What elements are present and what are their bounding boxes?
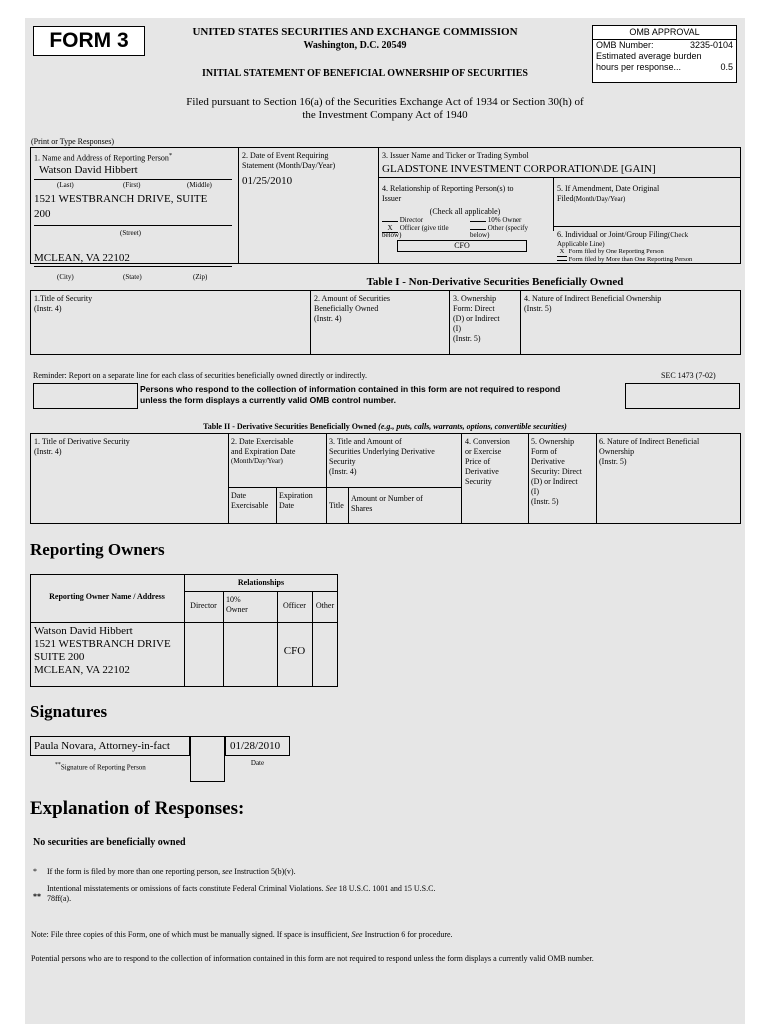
t2c3s2-l1: Amount or Number of — [351, 494, 423, 503]
owner-line-1: Watson David Hibbert — [34, 625, 133, 637]
table2-col5-header — [531, 437, 582, 507]
form-label: FORM 3 — [49, 29, 129, 52]
city-value: MCLEAN, VA 22102 — [34, 252, 130, 264]
form-title: INITIAL STATEMENT OF BENEFICIAL OWNERSHIP OF SECURITIES — [201, 68, 528, 79]
owner-line-2: 1521 WESTBRANCH DRIVE — [34, 638, 171, 650]
t2c2-l2: and Expiration Date — [231, 447, 296, 456]
filed-pursuant-line1: Filed pursuant to Section 16(a) of the Securities Exchange Act of 1934 or Section 30(h) of — [186, 96, 584, 108]
officer-title-value: CFO — [454, 241, 470, 250]
agency-name: UNITED STATES SECURITIES AND EXCHANGE COMMISSION — [192, 26, 518, 38]
t2c5-l6: (I) — [531, 487, 539, 496]
form-page — [25, 18, 745, 1024]
t2c1-l2: (Instr. 4) — [34, 447, 62, 456]
other-header: Other — [315, 601, 335, 610]
signature-date-value: 01/28/2010 — [230, 740, 281, 752]
owner-officer-value: CFO — [283, 645, 306, 657]
box2-label-1: 2. Date of Event Requiring — [242, 151, 329, 160]
street-value-1: 1521 WESTBRANCH DRIVE, SUITE — [34, 193, 208, 205]
table2-col3-sub1: Title — [329, 501, 344, 510]
table2-col2-sub2 — [279, 491, 313, 511]
note-a: Note: File three copies of this Form, one of which must be manually signed. If space is insufficient, — [31, 930, 350, 939]
omb-number-label: OMB Number: — [596, 40, 654, 50]
t1c3-l2: Form: Direct — [453, 304, 495, 313]
fn1-see: see — [222, 867, 233, 876]
director-header: Director — [190, 601, 217, 610]
officer-mark: X — [382, 224, 398, 233]
omb-burden-line1: Estimated average burden — [596, 51, 702, 61]
box6-label: 6. Individual or Joint/Group Filing — [557, 230, 668, 239]
t2c3-l1: 3. Title and Amount of — [329, 437, 402, 446]
t2c6-l1: 6. Nature of Indirect Beneficial — [599, 437, 700, 446]
box5-label-2: Filed — [557, 194, 574, 203]
label-middle: (Middle) — [187, 181, 212, 189]
table2-title — [85, 422, 685, 432]
note-b: Instruction 6 for procedure. — [364, 930, 453, 939]
t2c2-l1: 2. Date Exercisable — [231, 437, 294, 446]
table2-col2-header — [231, 437, 295, 465]
t2c2s1-l2: Exercisable — [231, 501, 269, 510]
label-last: (Last) — [57, 181, 74, 189]
omb-burden-value: 0.5 — [720, 62, 733, 72]
persons-notice-1: Persons who respond to the collection of information contained in this form are not required to respond — [140, 384, 561, 394]
t2c5-l3: Derivative — [531, 457, 565, 466]
footnote-2 — [47, 884, 435, 904]
ten-pct-l2: Owner — [226, 605, 248, 614]
reporting-owners-heading: Reporting Owners — [30, 540, 165, 559]
t2c4-l4: Derivative — [465, 467, 499, 476]
owner-line-3: SUITE 200 — [34, 651, 85, 663]
box3-label: 3. Issuer Name and Ticker or Trading Symbol — [382, 151, 529, 160]
officer-label: Officer (give title — [399, 224, 449, 232]
table1-title: Table I - Non-Derivative Securities Beneficially Owned — [366, 276, 624, 288]
ten-percent-label: 10% Owner — [487, 216, 522, 224]
box4-label-2: Issuer — [382, 194, 402, 203]
t2c6-l2: Ownership — [599, 447, 635, 456]
t1c4-l1: 4. Nature of Indirect Beneficial Ownership — [524, 294, 662, 303]
omb-title: OMB APPROVAL — [593, 26, 736, 40]
signatures-heading: Signatures — [30, 702, 108, 721]
option2-label: Form filed by More than One Reporting Person — [568, 256, 693, 263]
reminder-right-box — [625, 383, 740, 409]
footnote-2-mark: ** — [33, 892, 41, 901]
table2-title-eg: (e.g., puts, calls, warrants, options, convertible securities) — [378, 422, 567, 431]
footnote-1 — [47, 867, 296, 877]
persons-notice-2: unless the form displays a currently valid OMB control number. — [140, 395, 397, 405]
t2c5-l1: 5. Ownership — [531, 437, 575, 446]
table2-col3-header — [329, 437, 435, 477]
t1c3-l5: (Instr. 5) — [453, 334, 481, 343]
officer-title-box — [397, 240, 527, 252]
box5-label-3: (Month/Day/Year) — [573, 195, 626, 203]
table2-col1-header — [34, 437, 130, 457]
signature-date-label: Date — [250, 759, 265, 767]
fn2-c: 78ff(a). — [47, 894, 72, 903]
note-see: See — [351, 930, 363, 939]
other-below: below) — [470, 231, 490, 239]
director-label: Director — [399, 216, 424, 224]
agency-location: Washington, D.C. 20549 — [303, 40, 407, 51]
box2-label-2: Statement (Month/Day/Year) — [242, 161, 336, 170]
table2-title-main: Table II - Derivative Securities Beneficially Owned — [203, 422, 377, 431]
t1c4-l2: (Instr. 5) — [524, 304, 552, 313]
option-more-reporting-persons — [557, 256, 692, 264]
option1-label: Form filed by One Reporting Person — [568, 248, 664, 255]
event-date-value: 01/25/2010 — [242, 175, 293, 187]
form-label-box — [33, 26, 145, 56]
table2-col3-sub2 — [351, 494, 423, 514]
explanation-heading: Explanation of Responses: — [30, 798, 245, 819]
t1c3-l1: 3. Ownership — [453, 294, 497, 303]
owner-name-header: Reporting Owner Name / Address — [49, 592, 165, 601]
officer-header: Officer — [283, 601, 306, 610]
checkbox-ten-percent — [470, 216, 521, 224]
label-first: (First) — [123, 181, 141, 189]
checkbox-director — [382, 216, 423, 224]
t2c2-l3: (Month/Day/Year) — [231, 457, 283, 465]
box6-label-suffix: (Check — [667, 231, 689, 239]
t2c6-l3: (Instr. 5) — [599, 457, 627, 466]
fn2-a: Intentional misstatements or omissions of facts constitute Federal Criminal Violations. — [47, 884, 324, 893]
potential-persons-note: Potential persons who are to respond to the collection of information contained in this form are not required to respond unless the form displays a currently valid OMB number. — [31, 954, 594, 963]
no-securities-text: No securities are beneficially owned — [33, 837, 186, 848]
t2c5-l2: Form of — [531, 447, 557, 456]
reminder-text: Reminder: Report on a separate line for each class of securities beneficially owned directly or indirectly. — [33, 371, 368, 380]
label-city: (City) — [57, 273, 74, 281]
t1c2-l3: (Instr. 4) — [314, 314, 342, 323]
signature-mark: ** — [55, 762, 61, 768]
t2c4-l3: Price of — [465, 457, 491, 466]
ten-pct-l1: 10% — [226, 595, 241, 604]
t2c3-l4: (Instr. 4) — [329, 467, 357, 476]
table1-col1-header — [34, 294, 92, 314]
check-all-applicable: (Check all applicable) — [429, 207, 501, 216]
t2c3-l3: Security — [329, 457, 356, 466]
box6-label-2: Applicable Line) — [557, 240, 605, 248]
owner-line-4: MCLEAN, VA 22102 — [34, 664, 130, 676]
table2-col6-header — [599, 437, 699, 467]
signature-name: Paula Novara, Attorney-in-fact — [34, 740, 170, 752]
box4-label-1: 4. Relationship of Reporting Person(s) to — [382, 184, 514, 193]
reminder-left-box — [33, 383, 138, 409]
t2c5-l4: Security: Direct — [531, 467, 582, 476]
t2c4-l1: 4. Conversion — [465, 437, 510, 446]
omb-number-value: 3235-0104 — [689, 40, 733, 50]
fn1-b: Instruction 5(b)(v). — [234, 867, 296, 876]
table2-col4-header — [465, 437, 510, 487]
label-street: (Street) — [120, 229, 141, 237]
sec-number: SEC 1473 (7-02) — [661, 371, 716, 380]
footnote-1-mark: * — [33, 867, 37, 876]
t2c2s1-l1: Date — [231, 491, 247, 500]
street-value-2: 200 — [34, 208, 51, 220]
option1-mark: X — [557, 248, 567, 257]
fn2-b: 18 U.S.C. 1001 and 15 U.S.C. — [338, 884, 436, 893]
box1-label: 1. Name and Address of Reporting Person — [34, 153, 169, 163]
t1c2-l2: Beneficially Owned — [314, 304, 379, 313]
t2c4-l5: Security — [465, 477, 492, 486]
filed-pursuant-line2: the Investment Company Act of 1940 — [302, 109, 468, 121]
label-state: (State) — [123, 273, 142, 281]
t1c1-l1: 1.Title of Security — [34, 294, 93, 303]
omb-burden-line2: hours per response... — [596, 62, 682, 72]
t1c1-l2: (Instr. 4) — [34, 304, 62, 313]
persons-notice — [140, 384, 625, 406]
omb-approval-box — [592, 25, 737, 83]
table1-col2-header — [314, 294, 390, 324]
box1-label-mark: * — [168, 152, 173, 159]
t1c3-l4: (I) — [453, 324, 461, 333]
t2c2s2-l1: Expiration — [279, 491, 313, 500]
t2c3-l2: Securities Underlying Derivative — [329, 447, 435, 456]
box5-label-1: 5. If Amendment, Date Original — [557, 184, 660, 193]
table2-col2-sub1 — [231, 491, 268, 511]
other-label: Other (specify — [487, 224, 528, 232]
fn1-a: If the form is filed by more than one reporting person, — [47, 867, 221, 876]
t2c5-l5: (D) or Indirect — [531, 477, 578, 486]
t1c2-l1: 2. Amount of Securities — [314, 294, 390, 303]
officer-below: below) — [382, 231, 402, 239]
t2c2s2-l2: Date — [279, 501, 295, 510]
table1-col3-header — [453, 294, 500, 344]
label-zip: (Zip) — [193, 273, 208, 281]
reporting-person-name: Watson David Hibbert — [39, 164, 138, 176]
ten-pct-header — [226, 595, 248, 615]
t1c3-l3: (D) or Indirect — [453, 314, 500, 323]
t2c5-l7: (Instr. 5) — [531, 497, 559, 506]
table1-col4-header — [524, 294, 661, 314]
t2c1-l1: 1. Title of Derivative Security — [34, 437, 130, 446]
fn2-see: See — [325, 884, 337, 893]
t2c4-l2: or Exercise — [465, 447, 502, 456]
owner-name-address — [34, 625, 171, 677]
issuer-name-ticker: GLADSTONE INVESTMENT CORPORATION\DE [GAIN] — [382, 163, 656, 175]
relationships-header: Relationships — [237, 578, 285, 587]
print-type-note: (Print or Type Responses) — [31, 137, 115, 146]
t2c3s2-l2: Shares — [351, 504, 373, 513]
file-copies-note — [31, 930, 453, 940]
signature-label: Signature of Reporting Person — [60, 763, 146, 772]
signature-spacer-box — [190, 736, 225, 782]
